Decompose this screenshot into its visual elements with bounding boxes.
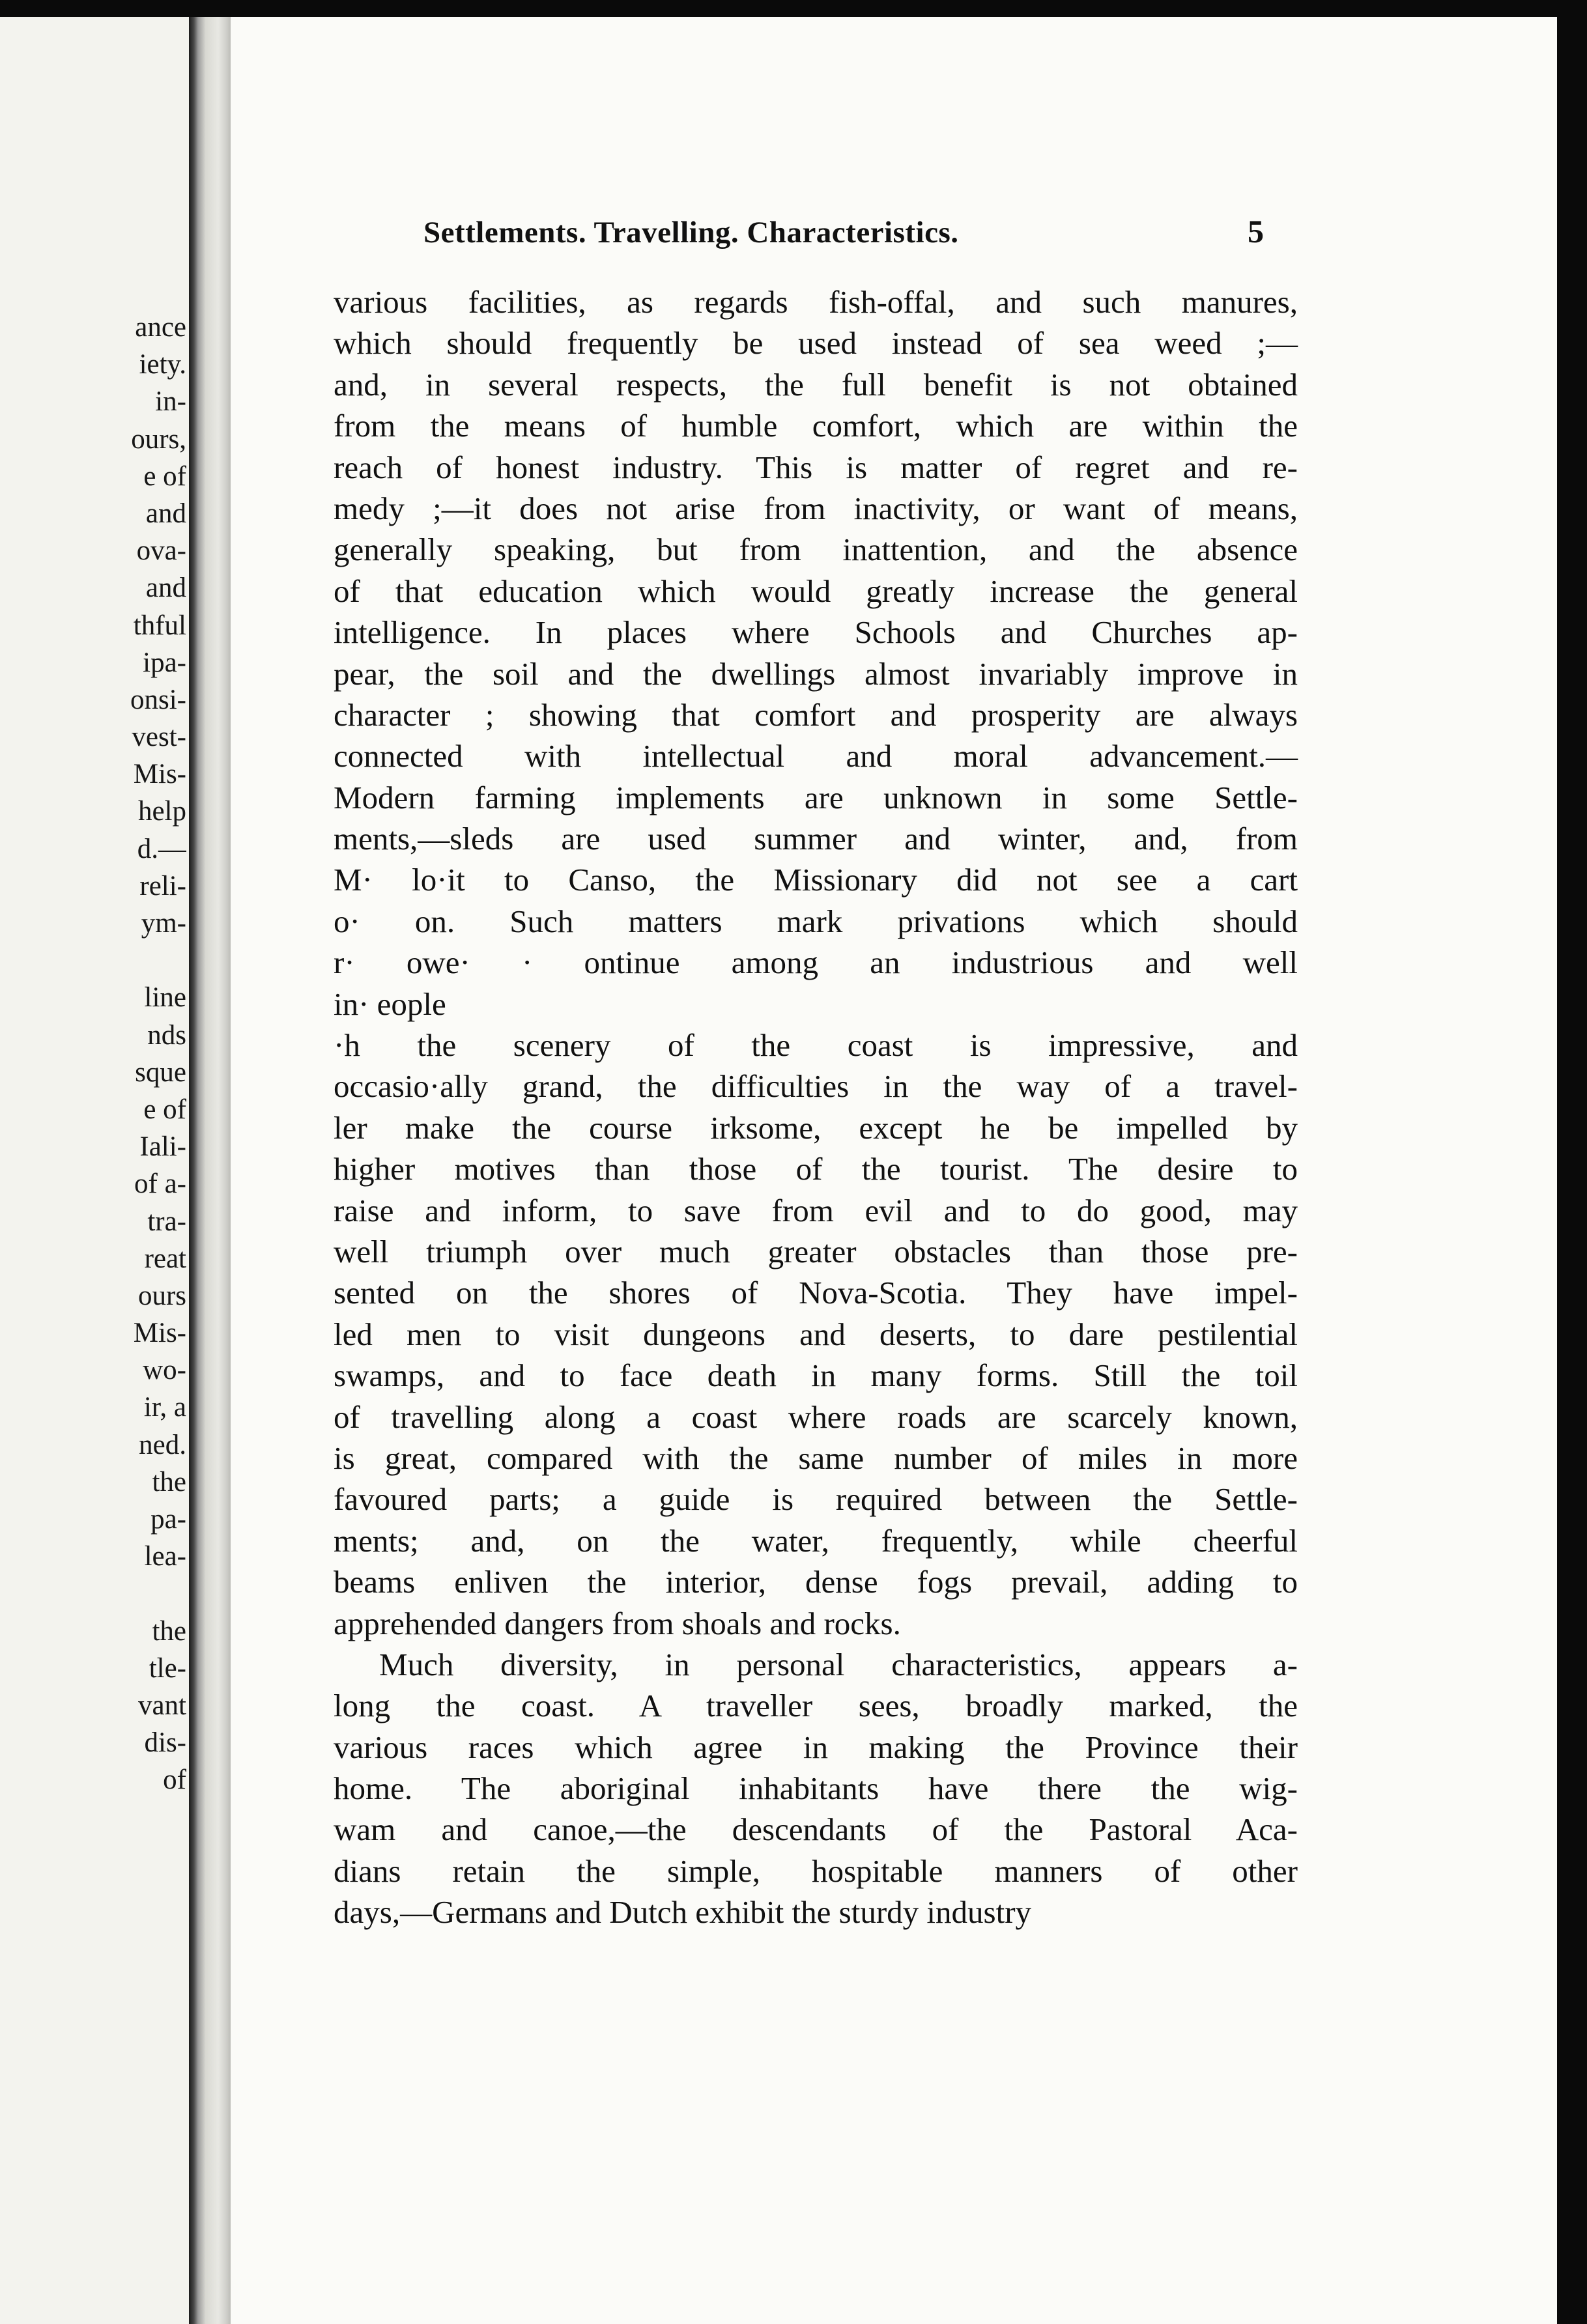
- text-line: occasio·ally grand, the difficulties in the way of a travel-: [334, 1068, 1298, 1105]
- left-page-line: e of: [143, 461, 186, 492]
- left-page-line: tle-: [149, 1652, 186, 1684]
- left-page-line: of a-: [134, 1169, 186, 1200]
- text-line: in· eople: [334, 985, 446, 1022]
- text-line: wam and canoe,—the descendants of the Pastoral Aca-: [334, 1811, 1298, 1848]
- text-line: pear, the soil and the dwellings almost invariably improve in: [334, 655, 1298, 692]
- text-line: of travelling along a coast where roads are scarcely known,: [334, 1398, 1298, 1435]
- left-page-line: reli-: [139, 870, 186, 901]
- left-page-line: ova-: [136, 535, 186, 567]
- text-line: apprehended dangers from shoals and rocks.: [334, 1605, 901, 1641]
- text-line: dians retain the simple, hospitable manners of other: [334, 1852, 1298, 1889]
- text-line: medy ;—it does not arise from inactivity, or want of means,: [334, 490, 1298, 526]
- left-page-line: the: [152, 1615, 186, 1647]
- left-page-line: Mis-: [133, 1318, 186, 1349]
- text-line: M· lo·it to Canso, the Missionary did not see a cart: [334, 862, 1298, 898]
- left-page-line: thful: [133, 610, 186, 641]
- scan-top-border: [0, 0, 1587, 17]
- left-page-line: onsi-: [130, 684, 186, 715]
- text-line: ler make the course irksome, except he be impelled by: [334, 1109, 1298, 1146]
- text-line: ments,—sleds are used summer and winter, and, from: [334, 821, 1298, 857]
- left-page-line: and: [145, 573, 186, 604]
- left-page-line: ir, a: [143, 1392, 186, 1423]
- facing-left-page: [0, 17, 189, 2324]
- left-page-line: sque: [135, 1056, 186, 1088]
- left-page-line: [0, 942, 186, 979]
- text-line: sented on the shores of Nova-Scotia. They have impel-: [334, 1275, 1298, 1311]
- text-line: of that education which would greatly increase the general: [334, 573, 1298, 609]
- left-page-line: tra-: [147, 1206, 186, 1237]
- text-line: intelligence. In places where Schools and Churches ap-: [334, 614, 1298, 651]
- left-page-line: in-: [155, 386, 186, 418]
- text-line: o· on. Such matters mark privations which should: [334, 903, 1298, 939]
- running-header: Settlements. Travelling. Characteristics.: [423, 216, 959, 249]
- left-page-line: ance: [135, 312, 186, 343]
- left-page-line: iety.: [139, 349, 186, 380]
- text-line: character ; showing that comfort and prosperity are always: [334, 696, 1298, 733]
- left-page-line: pa-: [150, 1504, 186, 1535]
- text-line: various facilities, as regards fish-offal, and such manures,: [334, 284, 1298, 320]
- left-page-line: dis-: [144, 1727, 186, 1759]
- left-page-line: reat: [144, 1243, 186, 1274]
- left-page-line: d.—: [137, 833, 186, 864]
- left-page-line: vest-: [132, 722, 186, 753]
- left-page-line: vant: [137, 1690, 186, 1721]
- left-page-line: ours,: [131, 423, 186, 455]
- text-line: beams enliven the interior, dense fogs prevail, adding to: [334, 1564, 1298, 1600]
- left-page-line: wo-: [143, 1355, 186, 1386]
- left-page-line: line: [144, 982, 186, 1013]
- left-page-line: e of: [143, 1094, 186, 1125]
- left-page-line: Mis-: [133, 759, 186, 790]
- text-line: swamps, and to face death in many forms. Still the toil: [334, 1357, 1298, 1394]
- text-line: Much diversity, in personal characteristics, appears a-: [379, 1646, 1298, 1682]
- scan-right-border: [1557, 0, 1587, 2324]
- text-line: long the coast. A traveller sees, broadly marked, the: [334, 1688, 1298, 1724]
- text-line: Modern farming implements are unknown in some Settle-: [334, 779, 1298, 815]
- left-page-line: Iali-: [139, 1131, 186, 1163]
- text-line: ments; and, on the water, frequently, while cheerful: [334, 1522, 1298, 1559]
- left-page-line: the: [152, 1466, 186, 1497]
- text-line: home. The aboriginal inhabitants have there the wig-: [334, 1770, 1298, 1807]
- text-line: well triumph over much greater obstacles than those pre-: [334, 1233, 1298, 1269]
- text-line: ·h the scenery of the coast is impressive, and: [334, 1027, 1298, 1064]
- text-line: reach of honest industry. This is matter of regret and re-: [334, 449, 1298, 485]
- left-page-text-fragments: [0, 309, 186, 1799]
- left-page-line: help: [137, 796, 186, 827]
- text-line: which should frequently be used instead of sea weed ;—: [334, 325, 1298, 361]
- text-line: generally speaking, but from inattention, and the absence: [334, 531, 1298, 568]
- text-line: and, in several respects, the full benefit is not obtained: [334, 366, 1298, 403]
- left-page-line: ipa-: [143, 647, 186, 678]
- left-page-line: and: [145, 498, 186, 529]
- book-gutter: [189, 17, 231, 2324]
- text-line: various races which agree in making the Province their: [334, 1729, 1298, 1765]
- left-page-line: nds: [147, 1019, 186, 1051]
- text-line: raise and inform, to save from evil and to do good, may: [334, 1192, 1298, 1228]
- body-text: [334, 281, 1298, 1933]
- left-page-line: [0, 1575, 186, 1612]
- left-page-line: of: [163, 1764, 186, 1796]
- text-line: connected with intellectual and moral advancement.—: [334, 738, 1298, 774]
- text-line: higher motives than those of the tourist. The desire to: [334, 1151, 1298, 1187]
- text-line: days,—Germans and Dutch exhibit the sturdy industry: [334, 1894, 1032, 1931]
- left-page-line: ours: [137, 1280, 186, 1311]
- left-page-line: ned.: [139, 1429, 186, 1460]
- left-page-line: ym-: [141, 908, 186, 939]
- page-number: 5: [1248, 213, 1264, 249]
- text-line: r· owe· · ontinue among an industrious and well: [334, 944, 1298, 981]
- left-page-line: lea-: [144, 1541, 186, 1572]
- text-line: led men to visit dungeons and deserts, to dare pestilential: [334, 1316, 1298, 1352]
- text-line: is great, compared with the same number of miles in more: [334, 1439, 1298, 1476]
- text-line: from the means of humble comfort, which are within the: [334, 408, 1298, 444]
- text-line: favoured parts; a guide is required between the Settle-: [334, 1481, 1298, 1518]
